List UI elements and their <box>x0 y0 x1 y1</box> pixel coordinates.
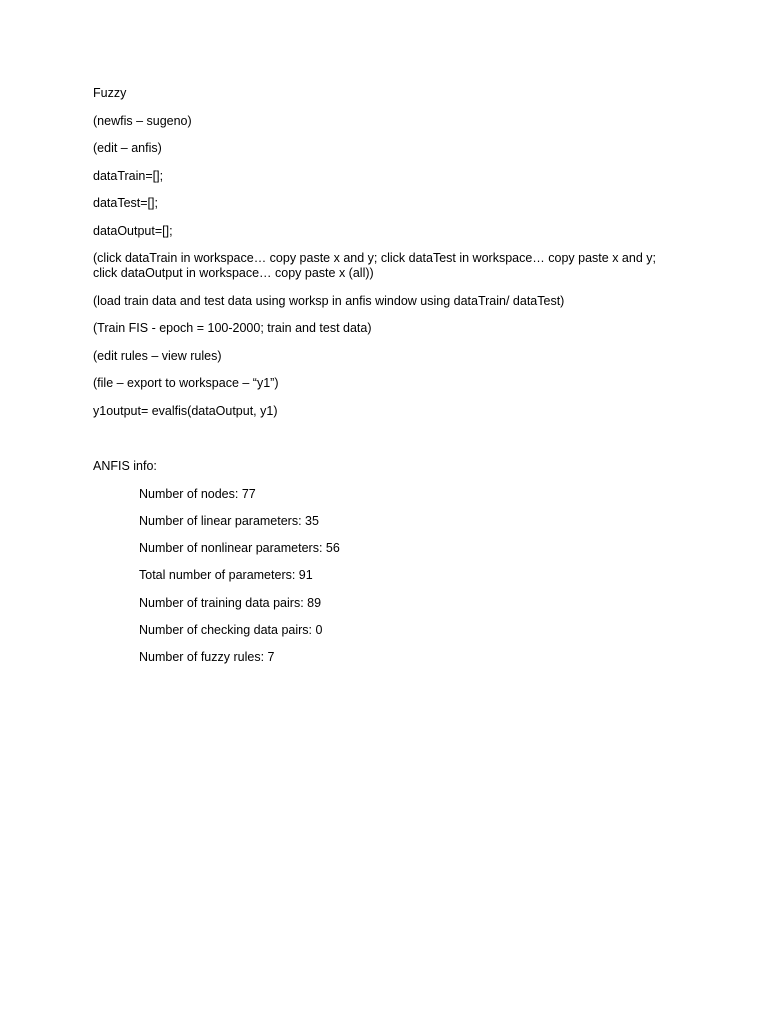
info-nodes: Number of nodes: 77 <box>139 486 256 501</box>
info-fuzzy-rules: Number of fuzzy rules: 7 <box>139 650 275 665</box>
code-datatrain: dataTrain=[]; <box>93 168 164 183</box>
note-load-data: (load train data and test data using worksp in anfis window using dataTrain/ dataTest) <box>93 293 565 308</box>
anfis-info-section <box>93 459 693 678</box>
code-dataoutput: dataOutput=[]; <box>93 223 173 238</box>
note-click-workspace: (click dataTrain in workspace… copy paste x and y; click dataTest in workspace… copy paste x and y; click dataOutput in workspace… copy paste x (all)) <box>93 251 656 280</box>
note-edit-anfis: (edit – anfis) <box>93 141 162 155</box>
info-checking-pairs: Number of checking data pairs: 0 <box>139 622 323 637</box>
note-newfis: (newfis – sugeno) <box>93 113 192 128</box>
anfis-info-list <box>93 487 693 666</box>
heading-fuzzy: Fuzzy <box>93 86 127 100</box>
note-train-fis: (Train FIS - epoch = 100-2000; train and test data) <box>93 321 372 335</box>
code-evalfis: y1output= evalfis(dataOutput, y1) <box>93 403 278 418</box>
note-export: (file – export to workspace – “y1”) <box>93 376 279 390</box>
info-training-pairs: Number of training data pairs: 89 <box>139 595 322 610</box>
code-datatest: dataTest=[]; <box>93 196 158 210</box>
anfis-info-title: ANFIS info: <box>93 459 157 473</box>
info-nonlinear-params: Number of nonlinear parameters: 56 <box>139 541 340 556</box>
notes-section <box>93 86 693 431</box>
info-total-params: Total number of parameters: 91 <box>139 568 313 583</box>
note-edit-rules: (edit rules – view rules) <box>93 348 222 363</box>
info-linear-params: Number of linear parameters: 35 <box>139 513 319 528</box>
